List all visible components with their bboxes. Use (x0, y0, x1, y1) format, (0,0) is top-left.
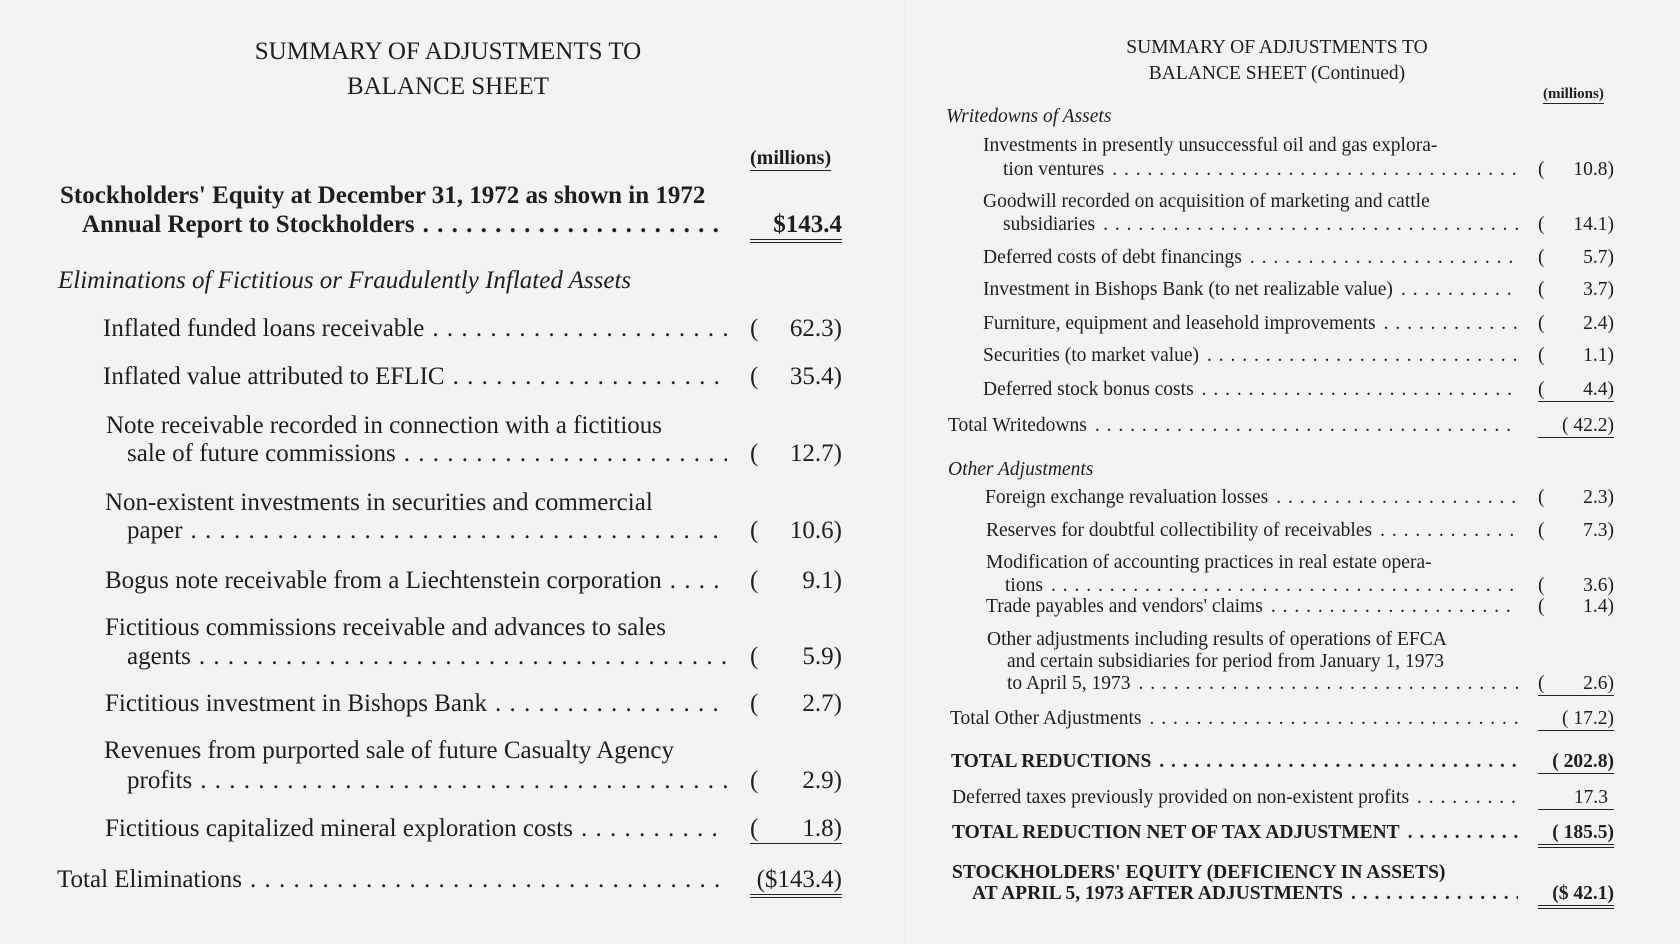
writedown-amount: ( 3.7) (1538, 279, 1614, 300)
writedowns-heading: Writedowns of Assets (946, 106, 1112, 127)
elimination-amount: ( 9.1) (750, 567, 842, 594)
elimination-amount: ( 2.9) (750, 767, 842, 794)
elimination-amount: ( 35.4) (750, 363, 842, 390)
writedown-amount: ( 10.8) (1538, 159, 1614, 180)
elimination-item: Inflated value attributed to EFLIC . . . (103, 363, 727, 391)
writedown-item: Investment in Bishops Bank (to net realizable value) . . . (983, 279, 1518, 301)
writedown-item: Goodwill recorded on acquisition of marketing and cattle (983, 191, 1430, 212)
elimination-item: Inflated funded loans receivable . . . (103, 315, 727, 343)
total-reductions-amount: ( 202.8) (1538, 751, 1614, 774)
left-units-label: (millions) (750, 147, 832, 169)
final-equity-line-1: STOCKHOLDERS' EQUITY (DEFICIENCY IN ASSETS) (952, 862, 1446, 883)
final-equity-line-2: AT APRIL 5, 1973 AFTER ADJUSTMENTS . . . (972, 883, 1518, 905)
other-adjustment-item: Foreign exchange revaluation losses . . . (985, 487, 1518, 509)
elimination-item: Note receivable recorded in connection with a fictitious (106, 412, 663, 439)
elimination-amount: ( 62.3) (750, 315, 842, 342)
writedown-item-continued: tion ventures . . . (1003, 159, 1518, 181)
opening-equity-line-1: Stockholders' Equity at December 31, 1972 as shown in 1972 (60, 182, 706, 209)
elimination-item: Fictitious investment in Bishops Bank . . . (105, 690, 727, 718)
elimination-item-continued: paper . . . (127, 517, 727, 545)
writedown-item: Securities (to market value) . . . (983, 345, 1518, 367)
net-total-amount: ( 185.5) (1538, 822, 1614, 848)
other-adjustment-amount: ( 3.6) (1538, 575, 1614, 596)
other-adjustment-amount: ( 2.3) (1538, 487, 1614, 508)
page-gutter (905, 0, 906, 944)
elimination-item-continued: profits . . . (127, 767, 727, 795)
deferred-taxes-label: Deferred taxes previously provided on non-existent profits . . . (952, 787, 1518, 809)
other-adjustment-amount: ( 1.4) (1538, 596, 1614, 617)
right-title-line-1: SUMMARY OF ADJUSTMENTS TO (1126, 37, 1428, 58)
elimination-amount: ( 10.6) (750, 517, 842, 544)
writedown-item: Deferred stock bonus costs . . . (983, 379, 1518, 401)
total-other-adjustments-label: Total Other Adjustments . . . (950, 708, 1518, 730)
final-equity-amount: ($ 42.1) (1538, 883, 1614, 909)
elimination-item: Non-existent investments in securities and commercial (105, 489, 653, 516)
opening-equity-amount: $143.4 (750, 211, 842, 243)
writedown-item: Furniture, equipment and leasehold improvements . . . (983, 313, 1518, 335)
net-total-label: TOTAL REDUCTION NET OF TAX ADJUSTMENT . . . (952, 822, 1518, 844)
right-units-label: (millions) (1543, 86, 1604, 102)
left-title-line-2: BALANCE SHEET (346, 73, 550, 100)
deferred-taxes-amount: 17.3 (1538, 787, 1614, 810)
elimination-item: Fictitious commissions receivable and advances to sales (105, 614, 666, 641)
elimination-item: Bogus note receivable from a Liechtenstein corporation . . . (105, 567, 727, 595)
opening-equity-line-2: Annual Report to Stockholders . . . (82, 211, 727, 239)
total-other-adjustments-amount: ( 17.2) (1538, 708, 1614, 731)
total-eliminations-label: Total Eliminations . . . (57, 866, 727, 894)
writedown-amount: ( 14.1) (1538, 214, 1614, 235)
left-title-line-1: SUMMARY OF ADJUSTMENTS TO (254, 38, 642, 65)
elimination-item: Revenues from purported sale of future Casualty Agency (104, 737, 674, 764)
writedown-amount: ( 4.4) (1538, 379, 1614, 400)
total-writedowns-amount: ( 42.2) (1538, 415, 1614, 438)
other-adjustments-heading: Other Adjustments (948, 459, 1094, 480)
elimination-amount: ( 1.8) (750, 815, 842, 842)
elimination-item-continued: sale of future commissions . . . (127, 440, 727, 468)
elimination-amount: ( 2.7) (750, 690, 842, 717)
writedown-amount: ( 2.4) (1538, 313, 1614, 334)
writedown-item: Deferred costs of debt financings . . . (983, 247, 1518, 269)
writedown-item-continued: subsidiaries . . . (1003, 214, 1518, 236)
other-adjustment-amount: ( 2.6) (1538, 673, 1614, 694)
writedown-amount: ( 1.1) (1538, 345, 1614, 366)
other-adjustment-amount: ( 7.3) (1538, 520, 1614, 541)
total-writedowns-label: Total Writedowns . . . (948, 415, 1518, 437)
total-reductions-label: TOTAL REDUCTIONS . . . (951, 751, 1518, 773)
eliminations-heading: Eliminations of Fictitious or Fraudulently Inflated Assets (58, 267, 632, 294)
other-adjustment-item: Trade payables and vendors' claims . . . (986, 596, 1518, 618)
elimination-item: Fictitious capitalized mineral exploration costs . . . (105, 815, 727, 843)
other-adjustment-item-continued: and certain subsidiaries for period from January 1, 1973 (1007, 651, 1444, 672)
elimination-amount: ( 5.9) (750, 643, 842, 670)
other-adjustment-item: Modification of accounting practices in real estate opera- (986, 552, 1432, 573)
writedown-item: Investments in presently unsuccessful oil and gas explora- (983, 135, 1438, 156)
other-adjustment-item: Other adjustments including results of operations of EFCA (987, 629, 1447, 650)
right-title-line-2: BALANCE SHEET (Continued) (1148, 63, 1406, 84)
other-adjustment-item-continued: tions . . . (1005, 575, 1518, 597)
writedown-amount: ( 5.7) (1538, 247, 1614, 268)
total-eliminations-amount: ($143.4) (750, 866, 842, 898)
elimination-item-continued: agents . . . (127, 643, 727, 671)
other-adjustment-item-continued: to April 5, 1973 . . . (1007, 673, 1518, 695)
elimination-amount: ( 12.7) (750, 440, 842, 467)
other-adjustment-item: Reserves for doubtful collectibility of receivables . . . (986, 520, 1518, 542)
